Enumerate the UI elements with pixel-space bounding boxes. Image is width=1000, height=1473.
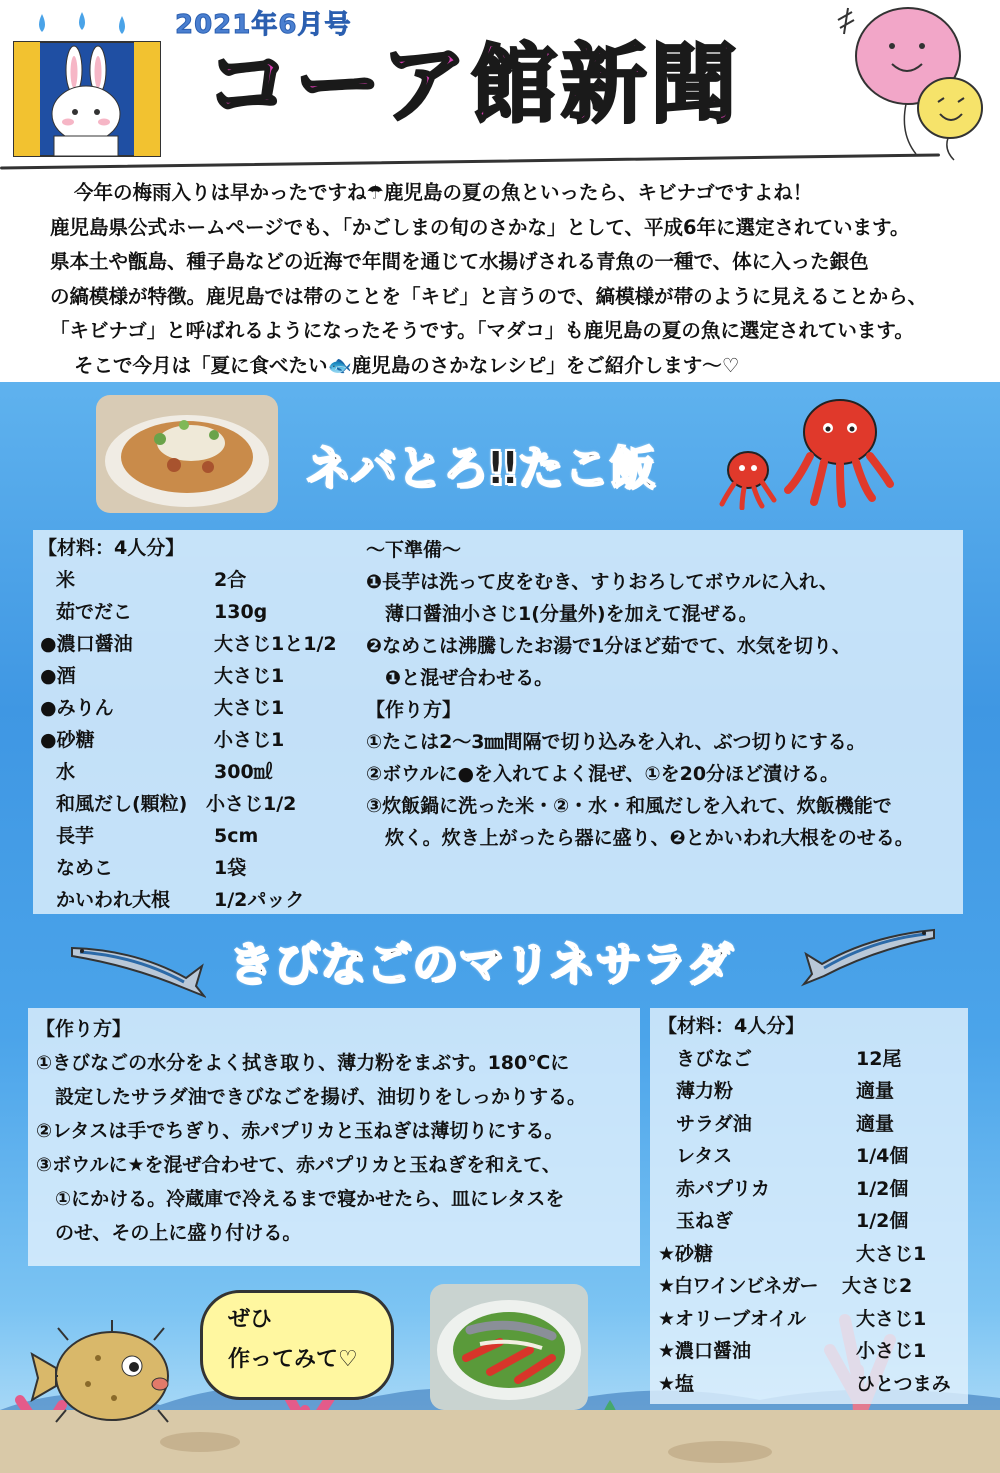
ingredient-name: ●酒 — [40, 665, 76, 687]
intro-line: 今年の梅雨入りは早かったですね☂鹿児島の夏の魚といったら、キビナゴですよね！ — [74, 181, 813, 204]
prep-step: ❶と混ぜ合わせる。 — [366, 667, 554, 689]
method-step: のせ、その上に盛り付ける。 — [36, 1222, 302, 1244]
ingredient-amount: 大さじ1と1/2 — [214, 633, 337, 655]
ingredient-row — [658, 1335, 964, 1368]
ingredient-name: ★塩 — [658, 1372, 695, 1395]
ingredient-row — [38, 820, 358, 852]
ingredient-amount: 12尾 — [856, 1047, 902, 1070]
ingredient-name: 茹でだこ — [56, 601, 133, 623]
ingredient-row — [658, 1108, 964, 1141]
ingredient-name: かいわれ大根 — [56, 889, 171, 911]
ingredient-name: 赤パプリカ — [676, 1177, 771, 1200]
ingredient-amount: 2合 — [214, 569, 247, 591]
method-step: ②レタスは手でちぎり、赤パプリカと玉ねぎは薄切りにする。 — [36, 1120, 564, 1142]
ingredient-name: ●濃口醤油 — [40, 633, 133, 655]
ingredient-name: ★白ワインビネガー — [658, 1275, 818, 1297]
ingredient-name: ★オリーブオイル — [658, 1307, 806, 1330]
ingredient-row — [38, 564, 358, 596]
ingredient-name: ●みりん — [40, 697, 114, 719]
rabbit-window-illustration — [12, 40, 162, 158]
ingredient-row — [38, 724, 358, 756]
ingredient-row — [658, 1205, 964, 1238]
method-step: ③ボウルに★を混ぜ合わせて、赤パプリカと玉ねぎを和えて、 — [36, 1154, 561, 1176]
ingredient-name: ★砂糖 — [658, 1242, 714, 1265]
recipe2-title: きびなごのマリネサラダ — [228, 937, 733, 991]
prep-step: 薄口醤油小さじ1(分量外)を加えて混ぜる。 — [366, 603, 758, 625]
ingredient-name: 玉ねぎ — [676, 1210, 734, 1232]
ingredient-amount: 小さじ1/2 — [206, 793, 297, 815]
ingredient-name: レタス — [676, 1145, 733, 1167]
bubble-line: 作ってみて♡ — [228, 1347, 358, 1372]
ingredient-amount: 1/4個 — [856, 1145, 909, 1167]
kibinago-fish-icon — [66, 930, 206, 1000]
prep-step: ❶長芋は洗って皮をむき、すりおろしてボウルに入れ、 — [366, 571, 838, 593]
ingredient-amount: 小さじ1 — [856, 1340, 927, 1362]
ingredient-row — [658, 1075, 964, 1108]
intro-text — [50, 176, 970, 383]
method-heading: 【作り方】 — [36, 1018, 132, 1040]
ingredient-name: 米 — [56, 569, 76, 591]
issue-date: 2021年6月号 — [175, 10, 352, 40]
recipe1-title: ネバとろ‼たこ飯 — [305, 441, 656, 495]
ingredient-row — [658, 1238, 964, 1271]
method-step: ①きびなごの水分をよく拭き取り、薄力粉をまぶす。180℃に — [36, 1052, 570, 1074]
recipe2-ingredients — [658, 1010, 964, 1400]
ingredient-name: 和風だし(顆粒) — [56, 793, 188, 815]
prep-step: ❷なめこは沸騰したお湯で1分ほど茹でて、水気を切り、 — [366, 635, 851, 657]
ingredient-name: サラダ油 — [676, 1112, 752, 1135]
ingredient-amount: 1/2パック — [214, 889, 305, 911]
ingredient-amount: 適量 — [856, 1080, 895, 1102]
prep-heading: ～下準備～ — [366, 539, 462, 561]
ingredient-name: ●砂糖 — [40, 729, 95, 751]
ingredient-amount: 1/2個 — [856, 1210, 909, 1232]
ingredient-amount: 小さじ1 — [214, 729, 285, 751]
ingredient-amount: 大さじ1 — [856, 1307, 927, 1330]
ingredient-amount: 大さじ2 — [842, 1275, 913, 1297]
ingredient-name: ★濃口醤油 — [658, 1340, 752, 1362]
method-step: ③炊飯鍋に洗った米・②・水・和風だしを入れて、炊飯機能で — [366, 795, 892, 817]
method-step: 炊く。炊き上がったら器に盛り、❷とかいわれ大根をのせる。 — [366, 827, 914, 849]
ingredient-name: 長芋 — [56, 825, 95, 847]
ingredients-heading: 【材料：4人分】 — [658, 1015, 805, 1037]
ingredient-name: 水 — [56, 761, 76, 783]
ingredient-name: 薄力粉 — [676, 1080, 734, 1102]
ingredient-amount: ひとつまみ — [856, 1372, 951, 1395]
ingredient-row — [38, 628, 358, 660]
kibinago-fish-icon — [800, 918, 940, 988]
header — [0, 0, 1000, 170]
method-step: ②ボウルに●を入れてよく混ぜ、①を20分ほど漬ける。 — [366, 763, 840, 785]
ingredient-row — [658, 1303, 964, 1336]
intro-line: そこで今月は「夏に食べたい🐟鹿児島のさかなレシピ」をご紹介します～♡ — [74, 353, 740, 377]
ingredient-name: きびなご — [676, 1047, 753, 1070]
ingredient-amount: 1袋 — [214, 857, 247, 879]
ingredients-heading: 【材料：4人分】 — [38, 537, 185, 559]
intro-line: 県本土や甑島、種子島などの近海で年間を通じて水揚げされる青魚の一種で、体に入った銀色 — [50, 250, 869, 273]
ingredient-amount: 5cm — [214, 825, 259, 847]
octopus-icon — [718, 394, 894, 510]
ingredient-amount: 適量 — [856, 1112, 895, 1135]
marine-salad-photo — [430, 1284, 588, 1410]
balloon-characters-icon — [830, 4, 1000, 164]
intro-line: の縞模様が特徴。鹿児島では帯のことを「キビ」と言うので、縞模様が帯のように見えることから、 — [50, 284, 928, 308]
intro-line: 「キビナゴ」と呼ばれるようになったそうです。「マダコ」も鹿児島の夏の魚に選定されています。 — [50, 319, 914, 342]
ingredient-row — [658, 1140, 964, 1173]
method-step: 設定したサラダ油できびなごを揚げ、油切りをしっかりする。 — [36, 1086, 587, 1108]
newsletter-title: コーア館新聞 — [205, 35, 741, 135]
speech-bubble-text — [228, 1300, 358, 1380]
ingredient-row — [658, 1270, 964, 1303]
bubble-line: ぜひ — [228, 1307, 273, 1332]
ingredient-name: なめこ — [56, 857, 114, 879]
recipe1-ingredients — [38, 532, 358, 916]
ingredient-amount: 大さじ1 — [214, 665, 285, 687]
ingredient-amount: 1/2個 — [856, 1177, 909, 1200]
ingredient-row — [38, 692, 358, 724]
ingredient-row — [38, 596, 358, 628]
recipe1-steps — [366, 534, 956, 854]
ingredient-row — [38, 756, 358, 788]
takomeshi-photo — [96, 395, 278, 513]
pufferfish-icon — [28, 1318, 208, 1428]
ingredient-row — [38, 788, 358, 820]
ingredient-row — [38, 884, 358, 916]
method-heading: 【作り方】 — [366, 699, 462, 721]
ingredient-amount: 300㎖ — [214, 761, 273, 783]
ingredient-amount: 大さじ1 — [214, 697, 285, 719]
recipe2-method — [36, 1012, 636, 1250]
ingredient-amount: 大さじ1 — [856, 1242, 927, 1265]
intro-line: 鹿児島県公式ホームページでも、「かごしまの旬のさかな」として、平成6年に選定されています。 — [50, 215, 910, 239]
ingredient-amount: 130g — [214, 601, 268, 623]
ingredient-row — [38, 852, 358, 884]
method-step: ①たこは2～3㎜間隔で切り込みを入れ、ぶつ切りにする。 — [366, 731, 866, 753]
ingredient-row — [658, 1043, 964, 1076]
method-step: ①にかける。冷蔵庫で冷えるまで寝かせたら、皿にレタスを — [36, 1188, 565, 1210]
ingredient-row — [38, 660, 358, 692]
ingredient-row — [658, 1173, 964, 1206]
ingredient-row — [658, 1368, 964, 1401]
